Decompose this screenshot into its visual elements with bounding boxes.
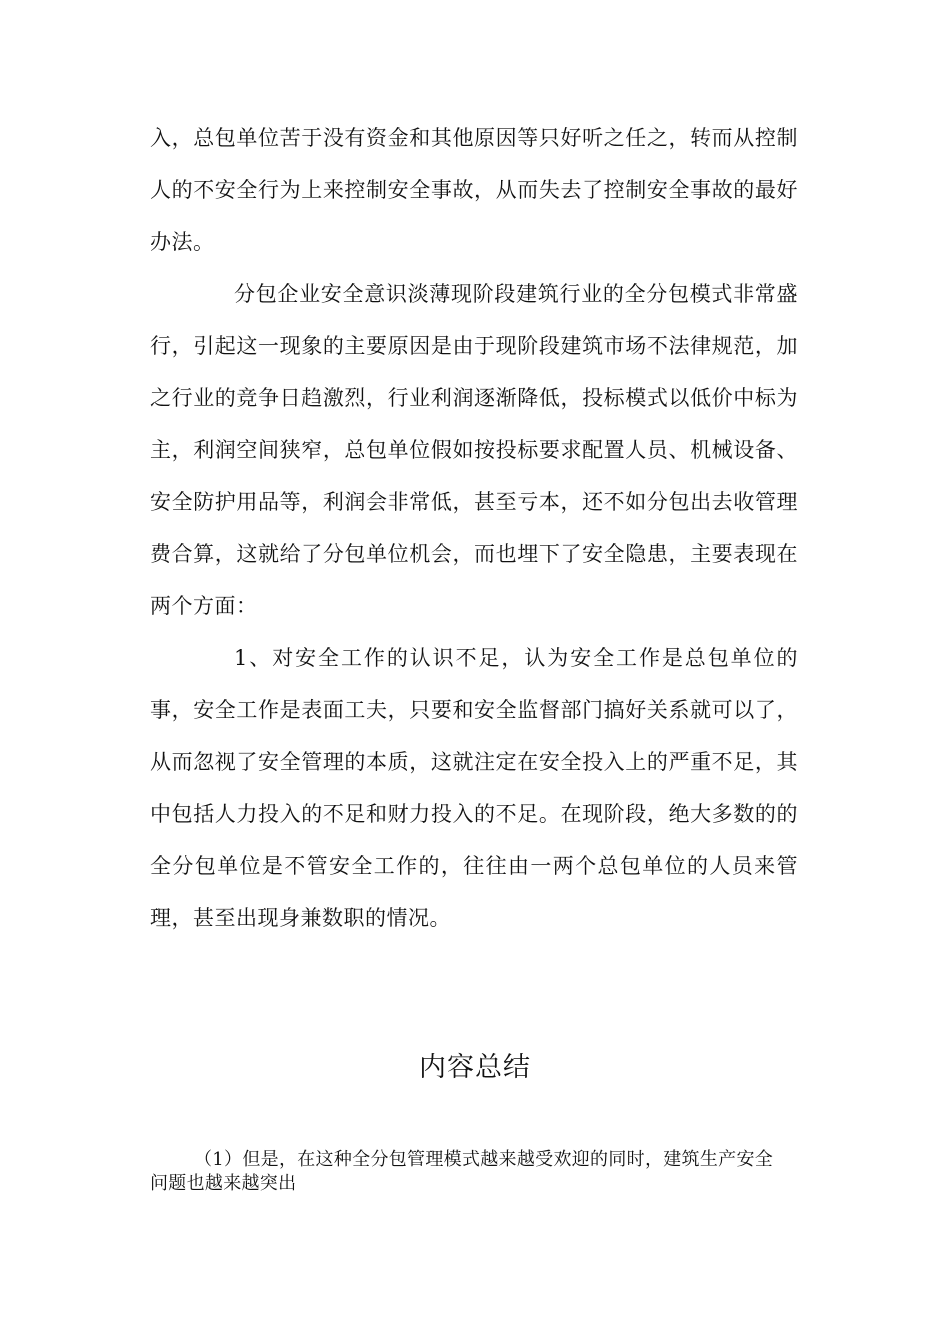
paragraph-2: 分包企业安全意识淡薄现阶段建筑行业的全分包模式非常盛行，引起这一现象的主要原因是由于现阶段建筑市场不法律规范，加之行业的竞争日趋激烈，行业利润逐渐降低，投标模式以低价中标为主，利润空间狭窄，总包单位假如按投标要求配置人员、机械设备、安全防护用品等，利润会非常低，甚至亏本，还不如分包出去收管理费合算，这就给了分包单位机会，而也埋下了安全隐患，主要表现在两个方面： — [150, 282, 798, 618]
summary-text: （1）但是，在这种全分包管理模式越来越受欢迎的同时，建筑生产安全问题也越来越突出 — [150, 1149, 774, 1194]
summary-title: 内容总结 — [419, 1052, 531, 1083]
paragraph-3: 1、对安全工作的认识不足，认为安全工作是总包单位的事，安全工作是表面工夫，只要和安全监督部门搞好关系就可以了，从而忽视了安全管理的本质，这就注定在安全投入上的严重不足，其中包括人力投入的不足和财力投入的不足。在现阶段，绝大多数的的全分包单位是不管安全工作的，往往由一两个总包单位的人员来管理，甚至出现身兼数职的情况。 — [150, 646, 798, 930]
paragraph-1: 入，总包单位苦于没有资金和其他原因等只好听之任之，转而从控制人的不安全行为上来控制安全事故，从而失去了控制安全事故的最好办法。 — [150, 126, 798, 254]
